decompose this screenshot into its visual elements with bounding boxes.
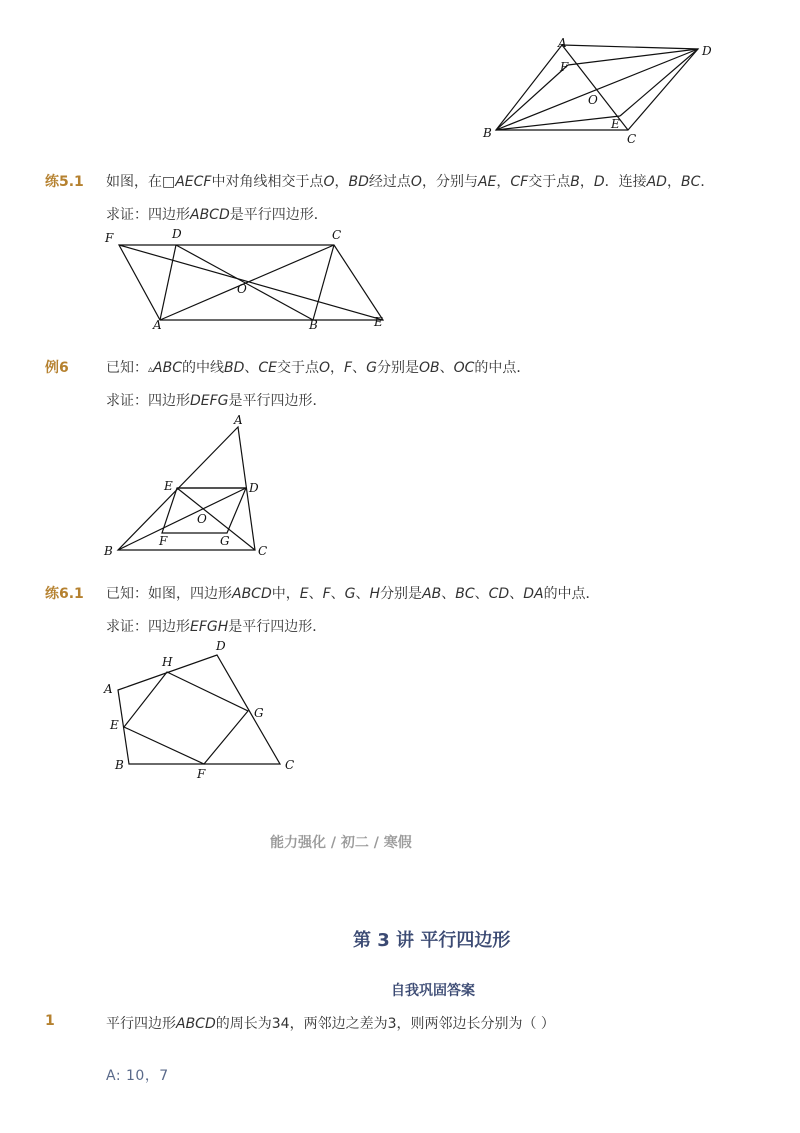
exercise-label: 练5.1 xyxy=(45,174,84,190)
question-number: 1 xyxy=(45,1013,55,1029)
svg-text:D: D xyxy=(216,639,226,653)
svg-text:B: B xyxy=(115,758,124,772)
svg-text:A: A xyxy=(558,36,567,50)
svg-text:B: B xyxy=(104,544,113,558)
svg-text:H: H xyxy=(162,655,173,669)
svg-text:D: D xyxy=(702,44,712,58)
svg-text:C: C xyxy=(627,132,637,146)
svg-text:O: O xyxy=(197,512,207,526)
example-proof-line: 求证：四边形DEFG是平行四边形． xyxy=(106,393,327,409)
figure-parallelogram-top xyxy=(470,35,730,150)
svg-text:C: C xyxy=(285,758,295,772)
svg-text:F: F xyxy=(105,231,114,245)
svg-text:E: E xyxy=(110,718,119,732)
exercise-statement: 已知：如图，四边形ABCD中，E、F、G、H分别是AB、BC、CD、DA的中点． xyxy=(106,586,600,602)
exercise-statement: 如图，在□AECF中对角线相交于点O，BD经过点O，分别与AE，CF交于点B，D．连接AD，BC． xyxy=(106,174,715,190)
exercise-label: 练6.1 xyxy=(45,586,84,602)
figure-parallelogram-aecf xyxy=(100,225,400,335)
svg-text:B: B xyxy=(483,126,492,140)
svg-text:A: A xyxy=(234,413,243,427)
svg-text:F: F xyxy=(159,534,168,548)
question-statement: 平行四边形ABCD的周长为34，两邻边之差为3，则两邻边长分别为（ ） xyxy=(106,1016,555,1032)
svg-text:C: C xyxy=(332,228,342,242)
figure-triangle-abc xyxy=(100,410,280,560)
example-label: 例6 xyxy=(45,360,69,376)
page-footer: 能力强化 / 初二 / 寒假 xyxy=(270,835,412,851)
svg-text:F: F xyxy=(560,60,569,74)
figure-quadrilateral-abcd xyxy=(100,638,310,783)
svg-text:G: G xyxy=(254,706,264,720)
exercise-proof-line: 求证：四边形EFGH是平行四边形． xyxy=(106,619,327,635)
svg-text:F: F xyxy=(197,767,206,781)
example-statement: 已知：▵ABC的中线BD、CE交于点O，F、G分别是OB、OC的中点． xyxy=(106,360,531,376)
svg-text:E: E xyxy=(611,117,620,131)
exercise-proof-line: 求证：四边形ABCD是平行四边形． xyxy=(106,207,328,223)
svg-text:O: O xyxy=(588,93,598,107)
svg-text:E: E xyxy=(164,479,173,493)
svg-text:B: B xyxy=(309,318,318,332)
svg-text:E: E xyxy=(374,315,383,329)
svg-text:D: D xyxy=(249,481,259,495)
svg-text:A: A xyxy=(104,682,113,696)
svg-text:C: C xyxy=(258,544,268,558)
answer-subtitle: 自我巩固答案 xyxy=(391,983,475,999)
answer-option-a[interactable]: A: 10，7 xyxy=(106,1068,169,1084)
svg-text:O: O xyxy=(237,282,247,296)
svg-text:D: D xyxy=(172,227,182,241)
svg-text:G: G xyxy=(220,534,230,548)
svg-text:A: A xyxy=(153,318,162,332)
lecture-title: 第 3 讲 平行四边形 xyxy=(353,930,511,951)
